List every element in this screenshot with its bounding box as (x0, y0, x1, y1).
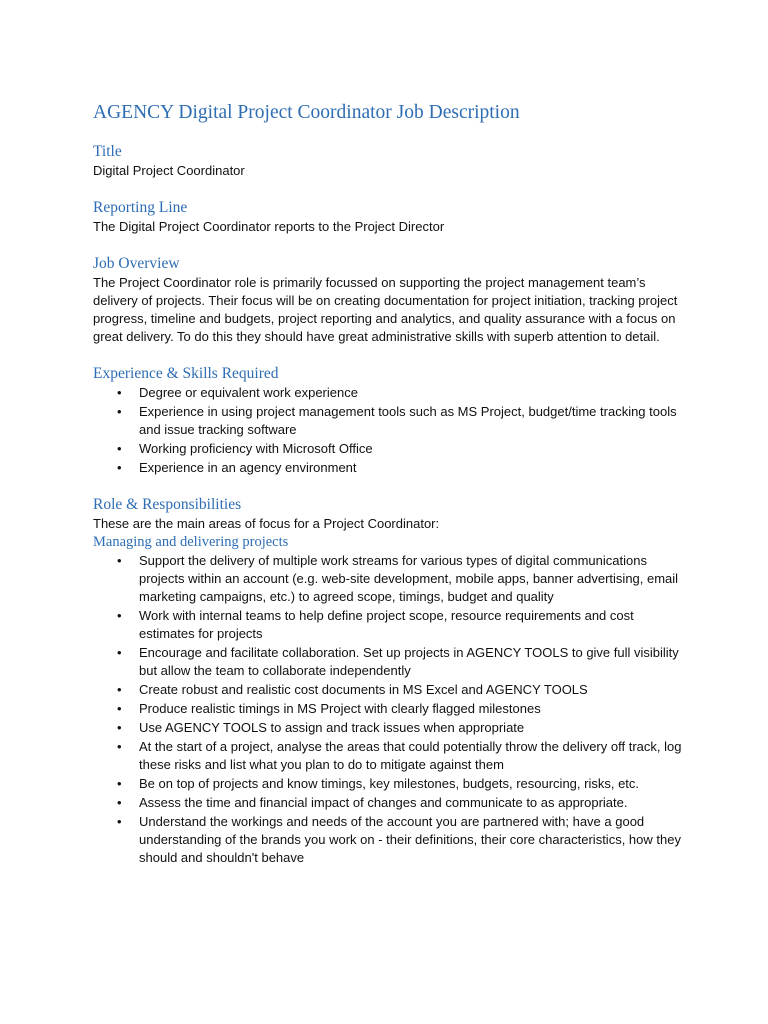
list-item (93, 459, 683, 477)
section-job-overview (93, 254, 683, 346)
list-item-text: Understand the workings and needs of the account you are partnered with; have a good understanding of the brands you work on - their definitions, their core characteristics, how they should and shouldn't behave (139, 814, 681, 865)
section-roles (93, 495, 683, 867)
list-item (93, 552, 683, 606)
list-item (93, 607, 683, 643)
list-item-text: Work with internal teams to help define project scope, resource requirements and cost estimates for projects (139, 608, 634, 641)
bullet-icon: • (117, 608, 122, 623)
bullet-icon: • (117, 553, 122, 568)
section-text-job-overview: The Project Coordinator role is primarily focussed on supporting the project management team’s delivery of projects. Their focus will be on creating documentation for project initiation, tracking project progress, timeline and budgets, project reporting and analytics, and quality assurance with a focus on great delivery. To do this they should have great administrative skills with superb attention to detail. (93, 275, 678, 344)
section-text-roles-intro: These are the main areas of focus for a Project Coordinator: (93, 516, 440, 531)
experience-list (93, 384, 683, 477)
roles-list (93, 552, 683, 867)
list-item (93, 681, 683, 699)
bullet-icon: • (117, 814, 122, 829)
bullet-icon: • (117, 460, 122, 475)
list-item (93, 384, 683, 402)
list-item (93, 440, 683, 458)
bullet-icon: • (117, 682, 122, 697)
bullet-icon: • (117, 739, 122, 754)
list-item-text: Use AGENCY TOOLS to assign and track issues when appropriate (139, 720, 525, 735)
list-item-text: Produce realistic timings in MS Project with clearly flagged milestones (139, 701, 541, 716)
list-item-text: Support the delivery of multiple work streams for various types of digital communications projects within an account (e.g. web-site development, mobile apps, banner advertising, email marketing campaigns, etc.) to agreed scope, timings, budget and quality (139, 553, 679, 604)
bullet-icon: • (117, 701, 122, 716)
list-item-text: Working proficiency with Microsoft Office (139, 441, 373, 456)
section-title (93, 142, 683, 180)
list-item-text: Experience in an agency environment (139, 460, 357, 475)
bullet-icon: • (117, 776, 122, 791)
list-item (93, 719, 683, 737)
list-item (93, 813, 683, 867)
list-item (93, 775, 683, 793)
bullet-icon: • (117, 720, 122, 735)
document-title: AGENCY Digital Project Coordinator Job Description (93, 102, 520, 123)
bullet-icon: • (117, 795, 122, 810)
section-text-title: Digital Project Coordinator (93, 163, 245, 178)
list-item-text: Encourage and facilitate collaboration. Set up projects in AGENCY TOOLS to give full visibility but allow the team to collaborate independently (139, 645, 679, 678)
section-heading-roles: Role & Responsibilities (93, 496, 242, 513)
section-experience (93, 364, 683, 477)
list-item-text: Degree or equivalent work experience (139, 385, 358, 400)
section-reporting-line (93, 198, 683, 236)
document-page (93, 100, 683, 885)
bullet-icon: • (117, 645, 122, 660)
list-item-text: Experience in using project management tools such as MS Project, budget/time tracking tools and issue tracking software (139, 404, 677, 437)
bullet-icon: • (117, 441, 122, 456)
list-item-text: Create robust and realistic cost documents in MS Excel and AGENCY TOOLS (139, 682, 588, 697)
section-heading-experience: Experience & Skills Required (93, 365, 279, 382)
subheading-managing-projects: Managing and delivering projects (93, 534, 289, 550)
section-heading-reporting-line: Reporting Line (93, 199, 188, 216)
list-item (93, 738, 683, 774)
list-item-text: At the start of a project, analyse the areas that could potentially throw the delivery off track, log these risks and list what you plan to do to mitigate against them (139, 739, 682, 772)
bullet-icon: • (117, 385, 122, 400)
list-item (93, 644, 683, 680)
section-heading-job-overview: Job Overview (93, 255, 180, 272)
bullet-icon: • (117, 404, 122, 419)
list-item (93, 794, 683, 812)
list-item (93, 700, 683, 718)
section-heading-title: Title (93, 143, 122, 160)
list-item-text: Be on top of projects and know timings, key milestones, budgets, resourcing, risks, etc. (139, 776, 640, 791)
section-text-reporting-line: The Digital Project Coordinator reports to the Project Director (93, 219, 445, 234)
list-item (93, 403, 683, 439)
list-item-text: Assess the time and financial impact of changes and communicate to as appropriate. (139, 795, 628, 810)
